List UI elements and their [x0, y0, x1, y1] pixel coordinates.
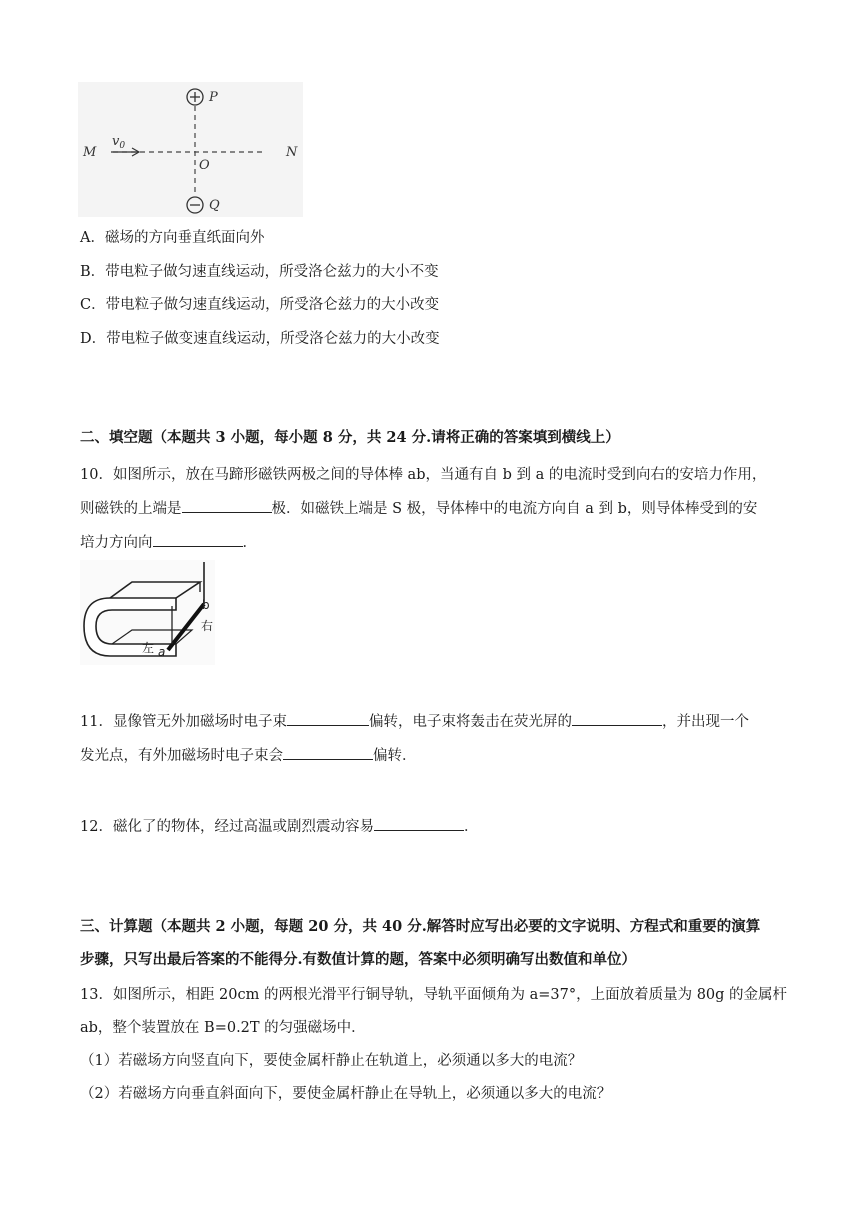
q10-blank2[interactable] — [153, 532, 243, 547]
section3-heading-line2: 步骤，只写出最后答案的不能得分.有数值计算的题，答案中必须明确写出数值和单位） — [80, 951, 637, 968]
q11-line2: 发光点，有外加磁场时电子束会 偏转． — [80, 744, 417, 765]
section3-heading-line1: 三、计算题（本题共 2 小题，每题 20 分，共 40 分.解答时应写出必要的文字说明、方程式和重要的演算 — [80, 918, 761, 935]
label-v0: $v_0$ — [112, 134, 126, 151]
option-a: A．磁场的方向垂直纸面向外 — [80, 230, 265, 246]
figure-charges-diagram — [78, 82, 303, 217]
label-o: O — [199, 158, 210, 173]
q13-sub2: （2）若磁场方向垂直斜面向下，要使金属杆静止在导轨上，必须通以多大的电流？ — [80, 1086, 612, 1102]
option-c: C．带电粒子做匀速直线运动，所受洛仑兹力的大小改变 — [80, 297, 440, 313]
label-b: b — [202, 598, 210, 612]
q10-line2: 则磁铁的上端是 极．如磁铁上端是 S 极，导体棒中的电流方向自 a 到 b，则导体棒受到的安 — [80, 497, 757, 518]
label-m: M — [83, 145, 97, 160]
section2-heading: 二、填空题（本题共 3 小题，每小题 8 分，共 24 分.请将正确的答案填到横线上） — [80, 429, 620, 446]
option-b: B．带电粒子做匀速直线运动，所受洛仑兹力的大小不变 — [80, 264, 439, 280]
q12-line: 12．磁化了的物体，经过高温或剧烈震动容易 ． — [80, 815, 478, 836]
q10-line3: 培力方向向 ． — [80, 531, 257, 552]
q10-line1: 10．如图所示，放在马蹄形磁铁两极之间的导体棒 ab，当通有自 b 到 a 的电流时受到向右的安培力作用， — [80, 467, 767, 483]
q11-line1: 11．显像管无外加磁场时电子束 偏转，电子束将轰击在荧光屏的 ，并出现一个 — [80, 710, 749, 731]
label-a: a — [158, 645, 166, 659]
label-p: P — [209, 90, 218, 105]
q12-blank[interactable] — [374, 816, 464, 831]
label-n: N — [286, 145, 298, 160]
option-d: D．带电粒子做变速直线运动，所受洛仑兹力的大小改变 — [80, 331, 440, 347]
q11-blank1[interactable] — [287, 711, 369, 726]
label-left: 左 — [142, 641, 155, 655]
q11-blank3[interactable] — [283, 745, 373, 760]
q13-line1: 13．如图所示，相距 20cm 的两根光滑平行铜导轨，导轨平面倾角为 a=37°，上面放着质量为 80g 的金属杆 — [80, 987, 788, 1003]
figure-horseshoe-magnet — [80, 560, 215, 665]
label-right: 右 — [201, 619, 214, 633]
q13-line2: ab，整个装置放在 B=0.2T 的匀强磁场中． — [80, 1020, 366, 1036]
q11-blank2[interactable] — [572, 711, 662, 726]
label-q: Q — [209, 198, 220, 213]
q10-blank1[interactable] — [182, 498, 272, 513]
q13-sub1: （1）若磁场方向竖直向下，要使金属杆静止在轨道上，必须通以多大的电流？ — [80, 1053, 583, 1069]
